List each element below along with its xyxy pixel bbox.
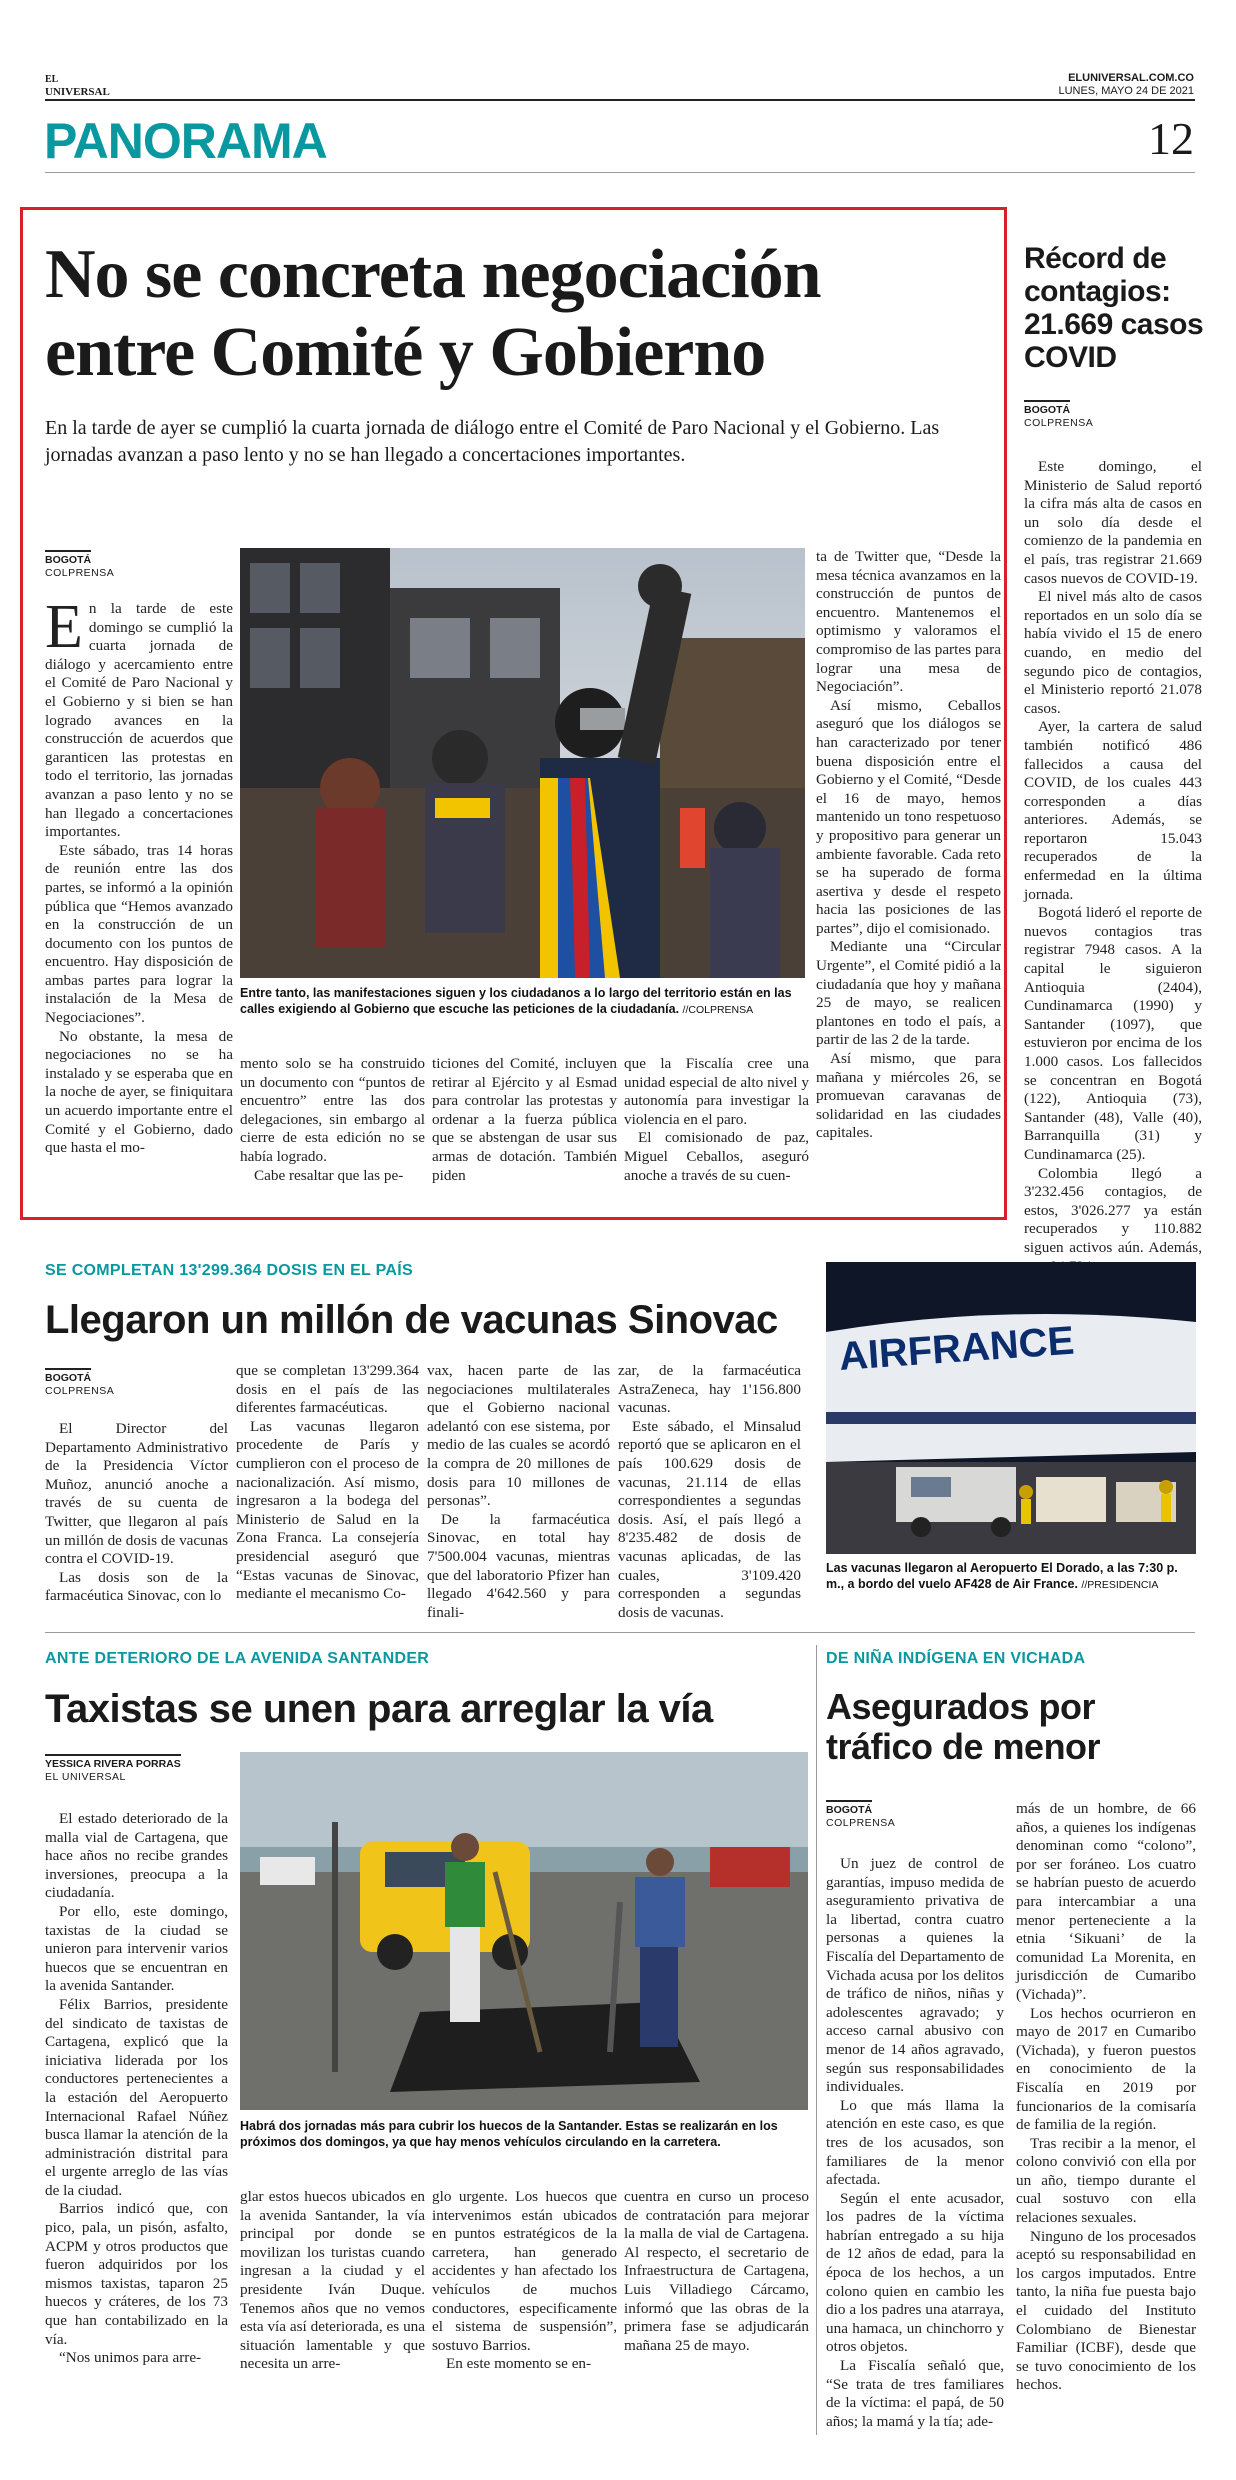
vaccine-col3-p1: vax, hacen parte de las negociaciones multilaterales que el Gobierno nacional adelantó con ese sistema, por medio de las cuales se acordó la compra de 20 millones de dosis para 10 millones de personas”. bbox=[427, 1362, 610, 1510]
vichada-col2-p1: más de un hombre, de 66 años, a quienes los indígenas denominan como “colono”, por ser foráneo. Los cuatro se habrían puesto de acuerdo para intercambiar a una menor perteneciente a la etnia ‘Sikuani’ de la comunidad La Morenita, en jurisdicción de Cumaribo (Vichada)”. bbox=[1016, 1800, 1196, 2003]
lead-col1-p1: n la tarde de este domingo se cumplió la cuarta jornada de diálogo y acercamiento entre el Comité de Paro Nacional y el Gobierno y si bien se han logrado avances en la construcción de acuerdos que garanticen las protestas en todo el territorio, las jornadas avanzan a paso lento y no se han llegado a concertaciones importantes. bbox=[45, 600, 233, 841]
plane-livery-text: AIRFRANCE bbox=[837, 1318, 1076, 1379]
lead-headline bbox=[45, 236, 821, 392]
covid-headline: Récord de contagios: 21.669 casos COVID bbox=[1024, 242, 1204, 374]
logo-line2: UNIVERSAL bbox=[45, 86, 110, 98]
vaccine-col4-p1: zar, de la farmacéutica AstraZeneca, hay 1'156.800 vacunas. bbox=[618, 1362, 801, 1417]
taxi-col1-p5: “Nos unimos para arre- bbox=[59, 2349, 202, 2367]
lead-deck: En la tarde de ayer se cumplió la cuarta jornada de diálogo entre el Comité de Paro Nacional y el Gobierno. Las jornadas avanzan a paso lento y no se han llegado a concertaciones importantes. bbox=[45, 417, 940, 466]
taxi-col-3 bbox=[432, 2188, 617, 2374]
page-number: 12 bbox=[1148, 113, 1194, 164]
vichada-col2-p3: Tras recibir a la menor, el colono convivió con ella por un año, tiempo durante el cual sostuvo con ella relaciones sexuales. bbox=[1016, 2134, 1196, 2227]
taxi-col3-p1: glo urgente. Los huecos que intervenimos están ubicados en puntos estratégicos de la carretera, han generado accidentes y han afectado los vehículos de muchos conductores, especificamente el sistema de suspensión”, sostuvo Barrios. bbox=[432, 2188, 617, 2354]
covid-p4: Bogotá lideró el reporte de nuevos contagios tras registrar 7948 casos. A la capital le siguieron Antioquia (2404), Cundinamarca (1990) y Santander (1097), que estuvieron por encima de los 1.000 casos. Los fallecidos se concentran en Bogotá (122), Antioquia (73), Santander (48), Valle (40), Barranquilla (31) y Cundinamarca (25). bbox=[1024, 904, 1202, 1163]
vaccine-col1-p1: El Director del Departamento Administrativo de la Presidencia Víctor Muñoz, anunció anoche a través de su cuenta de Twitter, que llegaron al país un millón de dosis de vacunas contra el COVID-19. bbox=[45, 1420, 228, 1568]
lead-headline-line1: No se concreta negociación bbox=[45, 236, 821, 313]
lead-byline-agency: COLPRENSA bbox=[45, 567, 115, 579]
masthead-rule bbox=[45, 99, 1195, 101]
issue-date: LUNES, MAYO 24 DE 2021 bbox=[1058, 85, 1194, 97]
vaccine-col-3 bbox=[427, 1362, 610, 1622]
taxi-col-2 bbox=[240, 2188, 425, 2374]
taxi-photo-caption: Habrá dos jornadas más para cubrir los huecos de la Santander. Estas se realizarán en los próximos dos domingos, ya que hay menos vehículos circulando en la carretera. bbox=[240, 2119, 778, 2149]
vaccine-col1-p2: Las dosis son de la farmacéutica Sinovac, con lo bbox=[45, 1568, 228, 1605]
vaccine-col4-p2: Este sábado, el Minsalud reportó que se aplicaron en el país 100.629 dosis de vacunas, 21.114 de ellas correspondientes a segundas dosis. Así, el país llegó a 8'235.482 de dosis de vacunas aplicadas, de las cuales, 3'109.420 corresponden a segundas dosis de vacunas. bbox=[618, 1417, 801, 1621]
lead-col4-p1: que la Fiscalía cree una unidad especial de alto nivel y autonomía para investigar la violencia en el paro. bbox=[624, 1055, 809, 1128]
covid-p2: El nivel más alto de casos reportados en un solo día se había vivido el 15 de enero cuando, en medio del segundo pico de contagios, el Ministerio reportó 21.078 casos. bbox=[1024, 588, 1202, 717]
road-repair-photo bbox=[240, 1752, 808, 2110]
taxi-headline: Taxistas se unen para arreglar la vía bbox=[45, 1687, 713, 1731]
vaccine-col-2 bbox=[236, 1362, 419, 1604]
taxi-col1-p3: Félix Barrios, presidente del sindicato de taxistas de Cartagena, explicó que la iniciativa liderada por los conductores pertenecientes a la estación del Aeropuerto Internacional Rafael Núñez busca llamar la atención de la administración distrital para el urgente arreglo de las vías de la ciudad. bbox=[45, 1995, 228, 2199]
vichada-col1-p4: La Fiscalía señaló que, “Se trata de tres familiares de la víctima: el papá, de 50 años; la mamá y la tía; ade- bbox=[826, 2357, 1004, 2430]
lead-byline bbox=[45, 550, 114, 580]
vichada-col2-p4: Ninguno de los procesados aceptó su responsabilidad en los cargos imputados. Entre tanto, la niña fue puesta bajo el cuidado del Instituto Colombiano de Bienestar Familiar (ICBF), desde que se tuvo conocimiento de los hechos. bbox=[1016, 2227, 1196, 2394]
covid-byline bbox=[1024, 400, 1093, 430]
taxi-col2-p1: glar estos huecos ubicados en la avenida Santander, la vía principal por donde se movilizan los turistas cuando ingresan a la ciudad y el presidente Iván Duque. Tenemos años que no vemos esta vía así deteriorada, es una situación lamentable y que necesita un arre- bbox=[240, 2188, 425, 2373]
vaccine-col2-p2: Las vacunas llegaron procedente de París y cumplieron con el proceso de nacionalización. Así mismo, ingresaron a la bodega del Ministerio de Salud en la Zona Franca. La consejería presidencial aseguró que “Estas vacunas de Sinovac, mediante el mecanismo Co- bbox=[236, 1417, 419, 1603]
section-title: PANORAMA bbox=[44, 113, 327, 169]
lead-col-3 bbox=[432, 1055, 617, 1185]
vichada-col1-p2: Lo que más llama la atención en este caso, es que tres de los acusados, son familiares de la menor afectada. bbox=[826, 2096, 1004, 2189]
vichada-byline-place: BOGOTÁ bbox=[826, 1800, 872, 1817]
airplane-photo bbox=[826, 1262, 1196, 1554]
vaccine-caption-text: Las vacunas llegaron al Aeropuerto El Dorado, a las 7:30 p. m., a bordo del vuelo AF428 de Air France. bbox=[826, 1561, 1178, 1591]
covid-byline-agency: COLPRENSA bbox=[1024, 417, 1094, 429]
lead-col5-p2: Así mismo, Ceballos aseguró que los diálogos se han caracterizado por tener buena disposición entre el Gobierno y el Comité, “Desde el 16 de mayo, hemos mantenido un tono respetuoso y propositivo para generar un ambiente favorable. Cada reto se ha superado de forma asertiva y desde el respeto hacia las posiciones de las partes”, dijo el comisionado. bbox=[816, 696, 1001, 937]
taxi-byline bbox=[45, 1754, 181, 1784]
vaccine-byline bbox=[45, 1368, 114, 1398]
vaccine-col-4 bbox=[618, 1362, 801, 1622]
vichada-col2-p2: Los hechos ocurrieron en mayo de 2017 en Cumaribo (Vichada), y fueron puestos en conocimiento de la Fiscalía en 2019 por funcionarios de la comisaría de familia de la región. bbox=[1016, 2004, 1196, 2134]
logo-line1: EL bbox=[45, 74, 59, 85]
vaccine-col-1 bbox=[45, 1420, 228, 1606]
vaccine-byline-agency: COLPRENSA bbox=[45, 1385, 115, 1397]
taxi-col1-p4: Barrios indicó que, con pico, pala, un pisón, asfalto, ACPM y otros productos que fueron adquiridos por los mismos taxistas, taparon 25 huecos y cráteres, de los 73 que han contabilizado en la vía. bbox=[45, 2200, 228, 2348]
vichada-col-1 bbox=[826, 1855, 1004, 2431]
vichada-col-2 bbox=[1016, 1800, 1196, 2395]
logo bbox=[45, 74, 110, 98]
masthead-info bbox=[1058, 72, 1194, 98]
covid-byline-place: BOGOTÁ bbox=[1024, 400, 1070, 417]
lead-col-1 bbox=[45, 593, 233, 1158]
protest-photo bbox=[240, 548, 805, 978]
vichada-headline-line1: Asegurados por bbox=[826, 1686, 1096, 1727]
lead-col-2 bbox=[240, 1055, 425, 1185]
taxi-col-1 bbox=[45, 1810, 228, 2368]
vichada-col1-p3: Según el ente acusador, los padres de la víctima habrían entregado a su hija de 12 años de edad, para la época de los hechos, a un colono quien en cambio les dio a los padres una atarraya, una hamaca, un chinchorro y otros objetos. bbox=[826, 2189, 1004, 2356]
vaccine-col2-p1: que se completan 13'299.364 dosis en el país de las diferentes farmacéuticas. bbox=[236, 1362, 419, 1417]
vichada-headline bbox=[826, 1687, 1100, 1767]
lead-photo-caption bbox=[240, 985, 805, 1018]
vichada-byline-agency: COLPRENSA bbox=[826, 1817, 896, 1829]
website: ELUNIVERSAL.COM.CO bbox=[1068, 72, 1194, 84]
lead-col5-p4: Así mismo, que para mañana y miércoles 26, se promuevan caravanas de solidaridad en las ciudades capitales. bbox=[816, 1050, 1001, 1142]
taxi-col4-p1: cuentra en curso un proceso de contratación para mejorar la malla de vial de Cartagena. Al respecto, el secretario de Infraestructura de Cartagena, Luis Villadiego Cárcamo, informó que las obras de la primera fase se adjudicarán mañana 25 de mayo. bbox=[624, 2188, 809, 2354]
lead-col-4 bbox=[624, 1055, 809, 1185]
section-rule bbox=[45, 172, 1195, 173]
column-separator bbox=[816, 1645, 817, 2435]
vichada-byline bbox=[826, 1800, 895, 1830]
lead-col2-p1: mento solo se ha construido un documento con “puntos de encuentro” entre las dos delegaciones, sin embargo al cierre de esta edición no se había logrado. bbox=[240, 1055, 425, 1165]
covid-p3: Ayer, la cartera de salud también notificó 486 fallecidos a causa del COVID, de los cuales 443 corresponden a días anteriores. Además, se reportaron 15.043 recuperados de la enfermedad en la última jornada. bbox=[1024, 718, 1202, 903]
vichada-headline-line2: tráfico de menor bbox=[826, 1726, 1101, 1767]
covid-body bbox=[1024, 458, 1202, 1276]
lead-col5-p1: ta de Twitter que, “Desde la mesa técnica avanzamos en la construcción de puntos de encuentro. Mantenemos el optimismo y valoramos el compromiso de las partes para lograr una mesa de Negociación”. bbox=[816, 548, 1001, 696]
taxi-col1-p2: Por ello, este domingo, taxistas de la ciudad se unieron para intervenir varios huecos que se encuentran en la avenida Santander. bbox=[45, 1902, 228, 1995]
lead-col3-p1: ticiones del Comité, incluyen retirar al Ejército y al Esmad para controlar las protestas y ordenar a la fuerza pública que se abstengan de usar sus armas de dotación. También piden bbox=[432, 1055, 617, 1184]
vichada-col1-p1: Un juez de control de garantías, impuso medida de aseguramiento privativa de la libertad, contra cuatro personas a quienes la Fiscalía del Departamento de Vichada acusa por los delitos de tráfico de niños, niñas y adolescentes agravado; y acceso carnal abusivo con menor de 14 años agravado, según sus responsabilidades individuales. bbox=[826, 1855, 1004, 2096]
lead-col1-p3: No obstante, la mesa de negociaciones no se ha instalado y se esperaba que en la noche de ayer, se finiquitara un acuerdo importante entre el Comité y el Gobierno, dado que hasta el mo- bbox=[45, 1027, 233, 1157]
lead-caption-text: Entre tanto, las manifestaciones siguen y los ciudadanos a lo largo del territorio están en las calles exigiendo al Gobierno que escuche las peticiones de la ciudadanía. bbox=[240, 986, 792, 1016]
lead-col-5 bbox=[816, 548, 1001, 1143]
vaccine-byline-place: BOGOTÁ bbox=[45, 1368, 91, 1385]
taxi-byline-agency: EL UNIVERSAL bbox=[45, 1771, 126, 1783]
lead-headline-line2: entre Comité y Gobierno bbox=[45, 314, 766, 391]
taxi-byline-place: YESSICA RIVERA PORRAS bbox=[45, 1754, 181, 1771]
divider-vaccine bbox=[45, 1632, 1195, 1633]
covid-p1: Este domingo, el Ministerio de Salud reportó la cifra más alta de casos en un solo día desde el comienzo de la pandemia en el país, tras registrar 21.669 casos nuevos de COVID-19. bbox=[1024, 458, 1202, 587]
vaccine-caption-credit: //PRESIDENCIA bbox=[1081, 1579, 1159, 1591]
vaccine-headline: Llegaron un millón de vacunas Sinovac bbox=[45, 1298, 778, 1342]
lead-col1-p2: Este sábado, tras 14 horas de reunión entre las dos partes, se informó a la opinión pública que “Hemos avanzado en la construcción de un documento con los puntos de encuentro. Hay disposición de ambas partes para lograr la instalación de la Mesa de Negociaciones”. bbox=[45, 841, 233, 1027]
taxi-col-4 bbox=[624, 2188, 809, 2355]
vaccine-col3-p2: De la farmacéutica Sinovac, en total hay 7'500.004 vacunas, mientras que del laboratorio Pfizer han llegado 4'642.560 y para finali- bbox=[427, 1510, 610, 1621]
taxi-col1-p1: El estado deteriorado de la malla vial de Cartagena, que hace años no recibe grandes inversiones, preocupa a la ciudadanía. bbox=[45, 1810, 228, 1902]
lead-col2-p2: Cabe resaltar que las pe- bbox=[254, 1166, 404, 1184]
vaccine-photo-caption bbox=[826, 1560, 1196, 1593]
lead-byline-place: BOGOTÁ bbox=[45, 550, 91, 567]
covid-p5: Colombia llegó a 3'232.456 contagios, de estos, 3'026.277 ya están recuperados y 110.882 siguen activos aún. Además, bbox=[1024, 1164, 1202, 1256]
lead-col4-p2: El comisionado de paz, Miguel Ceballos, aseguró anoche a través de su cuen- bbox=[624, 1129, 809, 1184]
vaccine-kicker: SE COMPLETAN 13'299.364 DOSIS EN EL PAÍS bbox=[45, 1262, 413, 1279]
taxi-kicker: ANTE DETERIORO DE LA AVENIDA SANTANDER bbox=[45, 1650, 430, 1667]
lead-col5-p3: Mediante una “Circular Urgente”, el Comité pidió a la ciudadanía que hoy y mañana 25 de mayo, se realicen plantones en todo el país, a partir de las 2 de la tarde. bbox=[816, 938, 1001, 1049]
dropcap: E bbox=[45, 593, 83, 661]
taxi-col3-p2: En este momento se en- bbox=[446, 2355, 592, 2373]
lead-caption-credit: //COLPRENSA bbox=[682, 1004, 754, 1016]
vichada-kicker: DE NIÑA INDÍGENA EN VICHADA bbox=[826, 1650, 1086, 1667]
